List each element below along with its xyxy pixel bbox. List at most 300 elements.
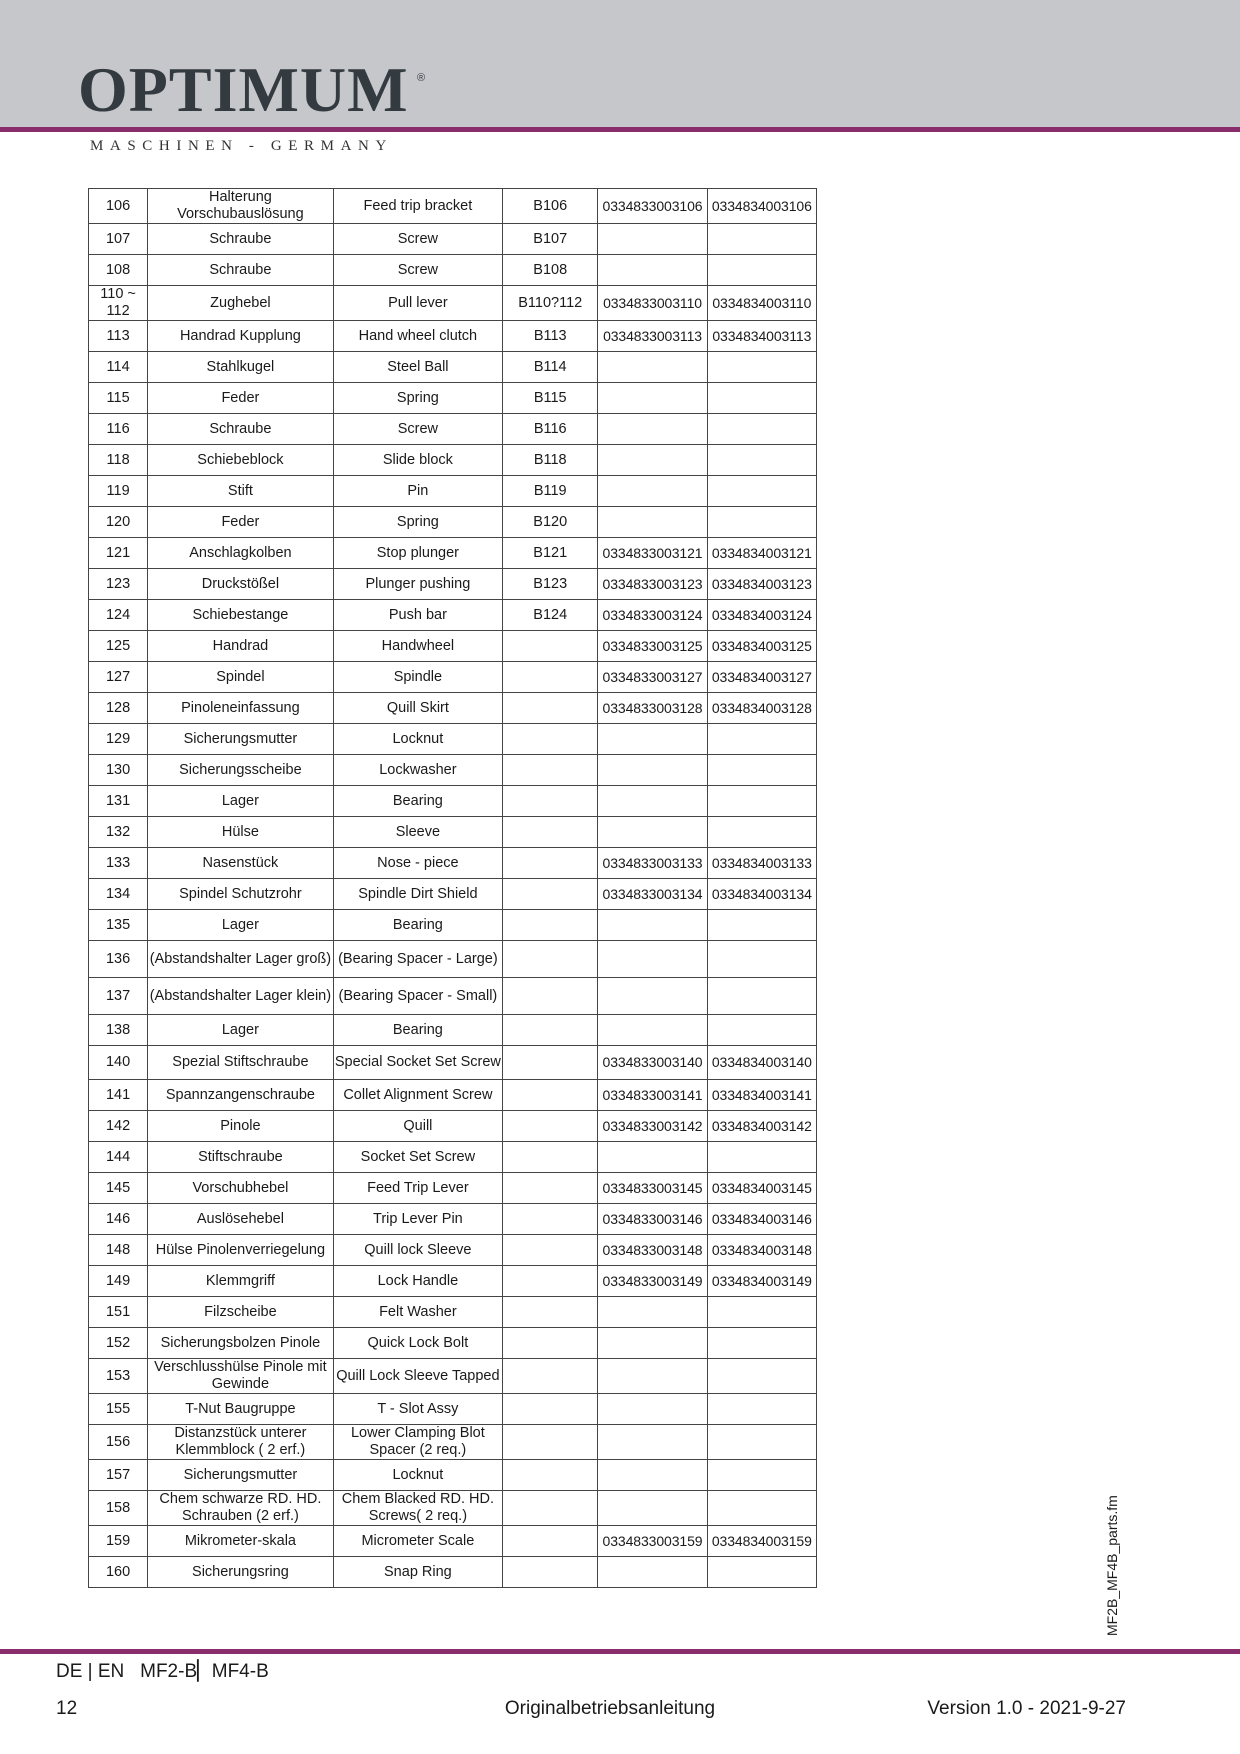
cell-mf2b-article-number [598,1297,707,1328]
cell-reference: B124 [503,600,598,631]
cell-reference: B119 [503,476,598,507]
cell-mf2b-article-number: 0334833003145 [598,1173,707,1204]
cell-mf4b-article-number: 0334834003145 [707,1173,816,1204]
cell-position: 133 [89,848,148,879]
cell-reference: B121 [503,538,598,569]
cell-german-name: Lager [148,786,334,817]
cell-position: 128 [89,693,148,724]
cell-position: 106 [89,189,148,224]
registered-mark: ® [417,72,426,84]
cell-position: 138 [89,1015,148,1046]
cell-position: 149 [89,1266,148,1297]
cell-english-name: Spindle Dirt Shield [333,879,502,910]
cell-reference [503,1173,598,1204]
cell-reference: B113 [503,321,598,352]
cell-english-name: Lockwasher [333,755,502,786]
cell-english-name: Lock Handle [333,1266,502,1297]
table-row [89,693,817,724]
table-row [89,879,817,910]
cell-mf2b-article-number: 0334833003110 [598,286,707,321]
cell-position: 145 [89,1173,148,1204]
cell-position: 119 [89,476,148,507]
cell-mf2b-article-number: 0334833003113 [598,321,707,352]
cell-mf4b-article-number: 0334834003127 [707,662,816,693]
cell-mf4b-article-number [707,1359,816,1394]
cell-reference: B114 [503,352,598,383]
cell-german-name: Halterung Vorschubauslösung [148,189,334,224]
brand-logo: OPTIMUM [78,54,409,125]
cell-mf4b-article-number [707,941,816,978]
cell-position: 124 [89,600,148,631]
table-row [89,1297,817,1328]
cell-reference [503,1328,598,1359]
cell-mf2b-article-number: 0334833003142 [598,1111,707,1142]
cell-german-name: Spindel [148,662,334,693]
cell-reference [503,1394,598,1425]
cell-mf2b-article-number [598,1328,707,1359]
cell-german-name: (Abstandshalter Lager klein) [148,978,334,1015]
cell-mf2b-article-number [598,817,707,848]
cell-reference [503,910,598,941]
cell-position: 141 [89,1080,148,1111]
cell-german-name: T-Nut Baugruppe [148,1394,334,1425]
document-title: Originalbetriebsanleitung [504,1698,716,1719]
cell-english-name: Slide block [333,445,502,476]
cell-german-name: Klemmgriff [148,1266,334,1297]
cell-german-name: Pinoleneinfassung [148,693,334,724]
cell-english-name: Hand wheel clutch [333,321,502,352]
cell-english-name: (Bearing Spacer - Large) [333,941,502,978]
cell-reference [503,1046,598,1080]
cell-reference [503,1425,598,1460]
cell-german-name: Sicherungsbolzen Pinole [148,1328,334,1359]
cell-german-name: Mikrometer-skala [148,1526,334,1557]
cell-mf2b-article-number [598,476,707,507]
cell-mf2b-article-number: 0334833003106 [598,189,707,224]
table-row [89,383,817,414]
cell-mf4b-article-number [707,1328,816,1359]
cell-mf4b-article-number: 0334834003133 [707,848,816,879]
cell-mf4b-article-number [707,1297,816,1328]
cell-reference [503,1359,598,1394]
cell-position: 129 [89,724,148,755]
cell-mf2b-article-number: 0334833003148 [598,1235,707,1266]
cell-mf4b-article-number: 0334834003140 [707,1046,816,1080]
cell-reference: B116 [503,414,598,445]
cell-reference [503,1297,598,1328]
table-row [89,1111,817,1142]
cell-mf2b-article-number [598,1460,707,1491]
cell-mf2b-article-number [598,786,707,817]
cell-mf4b-article-number: 0334834003106 [707,189,816,224]
table-row [89,414,817,445]
table-row [89,786,817,817]
cell-reference [503,1526,598,1557]
cell-mf4b-article-number [707,352,816,383]
cell-english-name: Snap Ring [333,1557,502,1588]
table-row [89,224,817,255]
cell-position: 116 [89,414,148,445]
cell-mf4b-article-number: 0334834003113 [707,321,816,352]
cell-position: 125 [89,631,148,662]
page-number: 12 [56,1698,78,1719]
cell-german-name: Stahlkugel [148,352,334,383]
cell-position: 136 [89,941,148,978]
cell-english-name: Lower Clamping Blot Spacer (2 req.) [333,1425,502,1460]
cell-reference [503,978,598,1015]
cell-position: 134 [89,879,148,910]
cell-reference [503,1015,598,1046]
cell-mf4b-article-number: 0334834003128 [707,693,816,724]
cell-mf2b-article-number [598,1491,707,1526]
cell-position: 135 [89,910,148,941]
cell-position: 160 [89,1557,148,1588]
cell-mf2b-article-number [598,724,707,755]
cell-german-name: Vorschubhebel [148,1173,334,1204]
cell-position: 130 [89,755,148,786]
cell-english-name: Socket Set Screw [333,1142,502,1173]
cell-english-name: Screw [333,224,502,255]
cell-english-name: Spring [333,507,502,538]
cell-german-name: Sicherungsring [148,1557,334,1588]
cell-mf4b-article-number [707,978,816,1015]
cell-mf2b-article-number [598,224,707,255]
cell-english-name: Push bar [333,600,502,631]
cell-german-name: Schraube [148,224,334,255]
cell-german-name: Sicherungsscheibe [148,755,334,786]
cell-german-name: Druckstößel [148,569,334,600]
cell-mf4b-article-number: 0334834003125 [707,631,816,662]
cell-mf2b-article-number [598,941,707,978]
table-row [89,538,817,569]
cell-reference [503,1204,598,1235]
cell-reference [503,755,598,786]
cell-mf4b-article-number [707,476,816,507]
cell-mf4b-article-number [707,414,816,445]
cell-position: 115 [89,383,148,414]
cell-mf2b-article-number [598,1359,707,1394]
cell-german-name: Schiebeblock [148,445,334,476]
cell-reference [503,631,598,662]
table-row [89,724,817,755]
cell-mf4b-article-number [707,817,816,848]
cell-mf4b-article-number [707,1015,816,1046]
cell-mf2b-article-number [598,755,707,786]
table-row [89,1046,817,1080]
cell-reference [503,879,598,910]
cell-german-name: Zughebel [148,286,334,321]
cell-position: 108 [89,255,148,286]
cell-mf4b-article-number: 0334834003141 [707,1080,816,1111]
cell-position: 114 [89,352,148,383]
cell-english-name: Spindle [333,662,502,693]
cell-mf2b-article-number [598,1557,707,1588]
cell-position: 121 [89,538,148,569]
cell-mf2b-article-number [598,445,707,476]
cell-reference: B123 [503,569,598,600]
cell-mf4b-article-number [707,1142,816,1173]
cell-mf2b-article-number: 0334833003134 [598,879,707,910]
cell-mf2b-article-number: 0334833003141 [598,1080,707,1111]
cell-mf2b-article-number: 0334833003121 [598,538,707,569]
cell-mf4b-article-number [707,224,816,255]
table-row [89,1015,817,1046]
table-row [89,507,817,538]
cell-position: 156 [89,1425,148,1460]
cell-german-name: Handrad Kupplung [148,321,334,352]
table-row [89,352,817,383]
cell-english-name: Handwheel [333,631,502,662]
cell-position: 140 [89,1046,148,1080]
table-row [89,1080,817,1111]
cell-mf4b-article-number: 0334834003134 [707,879,816,910]
cell-reference [503,786,598,817]
cell-mf4b-article-number [707,1557,816,1588]
cell-english-name: Quill [333,1111,502,1142]
cell-german-name: Spannzangenschraube [148,1080,334,1111]
cell-reference: B120 [503,507,598,538]
cell-reference [503,817,598,848]
cell-position: 123 [89,569,148,600]
table-row [89,978,817,1015]
cell-reference [503,724,598,755]
cell-english-name: (Bearing Spacer - Small) [333,978,502,1015]
footer-language-models [56,1660,269,1683]
document-version: Version 1.0 - 2021-9-27 [927,1698,1126,1719]
cell-reference [503,848,598,879]
footer-rule [0,1649,1240,1654]
footer-models: MF2-B▏MF4-B [140,1661,269,1682]
cell-position: 148 [89,1235,148,1266]
file-name-label: MF2B_MF4B_parts.fm [1104,1495,1120,1636]
cell-mf4b-article-number [707,1394,816,1425]
cell-english-name: Stop plunger [333,538,502,569]
cell-reference [503,1557,598,1588]
cell-german-name: Feder [148,383,334,414]
cell-reference [503,662,598,693]
cell-reference [503,1491,598,1526]
cell-mf2b-article-number: 0334833003140 [598,1046,707,1080]
cell-german-name: Stift [148,476,334,507]
cell-position: 107 [89,224,148,255]
cell-english-name: Collet Alignment Screw [333,1080,502,1111]
cell-mf4b-article-number [707,910,816,941]
cell-mf2b-article-number [598,1015,707,1046]
cell-position: 118 [89,445,148,476]
cell-mf2b-article-number [598,507,707,538]
cell-english-name: Locknut [333,724,502,755]
table-row [89,1394,817,1425]
cell-position: 142 [89,1111,148,1142]
table-row [89,321,817,352]
cell-mf4b-article-number: 0334834003148 [707,1235,816,1266]
table-row [89,755,817,786]
cell-german-name: Handrad [148,631,334,662]
cell-mf4b-article-number: 0334834003123 [707,569,816,600]
cell-mf2b-article-number: 0334833003133 [598,848,707,879]
cell-mf4b-article-number [707,383,816,414]
table-row [89,286,817,321]
cell-position: 155 [89,1394,148,1425]
table-row [89,817,817,848]
cell-german-name: Lager [148,1015,334,1046]
cell-mf4b-article-number: 0334834003146 [707,1204,816,1235]
cell-position: 120 [89,507,148,538]
cell-english-name: Feed Trip Lever [333,1173,502,1204]
table-row [89,1359,817,1394]
cell-reference: B106 [503,189,598,224]
cell-german-name: Anschlagkolben [148,538,334,569]
cell-mf4b-article-number [707,724,816,755]
footer-languages: DE | EN [56,1661,125,1682]
cell-english-name: Feed trip bracket [333,189,502,224]
cell-reference: B108 [503,255,598,286]
cell-english-name: Locknut [333,1460,502,1491]
cell-mf2b-article-number [598,383,707,414]
cell-german-name: Hülse Pinolenverriegelung [148,1235,334,1266]
table-row [89,569,817,600]
cell-reference [503,1266,598,1297]
table-row [89,1526,817,1557]
cell-english-name: Sleeve [333,817,502,848]
cell-german-name: Nasenstück [148,848,334,879]
cell-english-name: Chem Blacked RD. HD. Screws( 2 req.) [333,1491,502,1526]
cell-mf4b-article-number [707,1425,816,1460]
cell-mf2b-article-number [598,978,707,1015]
parts-table-body [89,189,817,1588]
cell-mf2b-article-number: 0334833003125 [598,631,707,662]
table-row [89,1173,817,1204]
cell-position: 110 ~ 112 [89,286,148,321]
cell-reference [503,941,598,978]
parts-table [88,188,817,1588]
cell-reference: B115 [503,383,598,414]
cell-english-name: Bearing [333,1015,502,1046]
cell-reference [503,1111,598,1142]
cell-mf4b-article-number [707,755,816,786]
table-row [89,910,817,941]
cell-english-name: Bearing [333,910,502,941]
cell-english-name: Screw [333,414,502,445]
cell-english-name: Trip Lever Pin [333,1204,502,1235]
cell-position: 153 [89,1359,148,1394]
cell-mf4b-article-number: 0334834003121 [707,538,816,569]
cell-english-name: T - Slot Assy [333,1394,502,1425]
cell-mf2b-article-number [598,1394,707,1425]
cell-german-name: Lager [148,910,334,941]
cell-german-name: Feder [148,507,334,538]
cell-german-name: Schraube [148,255,334,286]
cell-mf4b-article-number: 0334834003159 [707,1526,816,1557]
cell-mf2b-article-number: 0334833003146 [598,1204,707,1235]
cell-english-name: Pin [333,476,502,507]
cell-position: 152 [89,1328,148,1359]
cell-mf2b-article-number [598,414,707,445]
table-row [89,1328,817,1359]
cell-mf4b-article-number [707,1460,816,1491]
cell-reference: B107 [503,224,598,255]
table-row [89,631,817,662]
table-row [89,1204,817,1235]
cell-english-name: Micrometer Scale [333,1526,502,1557]
table-row [89,1460,817,1491]
cell-mf4b-article-number [707,445,816,476]
cell-german-name: Hülse [148,817,334,848]
cell-reference [503,1235,598,1266]
cell-german-name: Auslösehebel [148,1204,334,1235]
cell-mf4b-article-number: 0334834003149 [707,1266,816,1297]
cell-german-name: Spezial Stiftschraube [148,1046,334,1080]
cell-mf4b-article-number: 0334834003124 [707,600,816,631]
table-row [89,476,817,507]
cell-mf2b-article-number [598,255,707,286]
cell-german-name: Schraube [148,414,334,445]
cell-english-name: Quill Lock Sleeve Tapped [333,1359,502,1394]
cell-mf4b-article-number: 0334834003142 [707,1111,816,1142]
brand-tagline: MASCHINEN - GERMANY [90,138,393,154]
cell-mf4b-article-number [707,255,816,286]
cell-position: 159 [89,1526,148,1557]
table-row [89,445,817,476]
cell-position: 127 [89,662,148,693]
cell-english-name: Special Socket Set Screw [333,1046,502,1080]
cell-reference: B110?112 [503,286,598,321]
cell-german-name: Pinole [148,1111,334,1142]
table-row [89,1557,817,1588]
cell-english-name: Plunger pushing [333,569,502,600]
table-row [89,600,817,631]
cell-mf2b-article-number: 0334833003149 [598,1266,707,1297]
header-rule [0,127,1240,132]
table-row [89,1491,817,1526]
cell-german-name: Sicherungsmutter [148,724,334,755]
cell-german-name: Sicherungsmutter [148,1460,334,1491]
cell-position: 132 [89,817,148,848]
cell-english-name: Quick Lock Bolt [333,1328,502,1359]
cell-german-name: Schiebestange [148,600,334,631]
cell-english-name: Quill lock Sleeve [333,1235,502,1266]
cell-mf2b-article-number: 0334833003159 [598,1526,707,1557]
cell-reference: B118 [503,445,598,476]
table-row [89,1266,817,1297]
cell-english-name: Nose - piece [333,848,502,879]
cell-german-name: Verschlusshülse Pinole mit Gewinde [148,1359,334,1394]
table-row [89,941,817,978]
cell-english-name: Steel Ball [333,352,502,383]
cell-mf2b-article-number [598,1425,707,1460]
cell-mf4b-article-number [707,786,816,817]
cell-position: 137 [89,978,148,1015]
cell-position: 151 [89,1297,148,1328]
cell-english-name: Bearing [333,786,502,817]
cell-position: 113 [89,321,148,352]
cell-position: 158 [89,1491,148,1526]
table-row [89,1425,817,1460]
cell-position: 144 [89,1142,148,1173]
cell-position: 146 [89,1204,148,1235]
cell-reference [503,1460,598,1491]
cell-english-name: Pull lever [333,286,502,321]
cell-mf2b-article-number: 0334833003127 [598,662,707,693]
cell-reference [503,1080,598,1111]
cell-position: 157 [89,1460,148,1491]
cell-reference [503,693,598,724]
cell-mf4b-article-number: 0334834003110 [707,286,816,321]
cell-german-name: Distanzstück unterer Klemmblock ( 2 erf.) [148,1425,334,1460]
cell-reference [503,1142,598,1173]
cell-mf4b-article-number [707,1491,816,1526]
cell-mf2b-article-number [598,352,707,383]
